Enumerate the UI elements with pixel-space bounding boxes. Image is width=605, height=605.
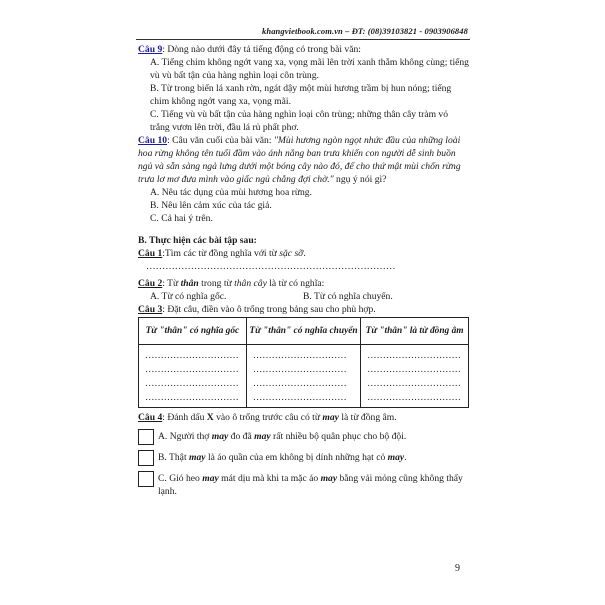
ex2-options [138,290,470,303]
text-run: . [404,452,407,463]
ex4-label: Câu 4 [138,412,163,423]
ex4-option-a [138,430,470,445]
section-b-title: B. Thực hiện các bài tập sau: [138,235,257,246]
q9-question [138,43,470,56]
text-run: mát dịu mà khi ta mặc áo [218,473,321,484]
q10-option-a: A. Nêu tác dụng của mùi hương hoa rừng. [150,187,313,198]
content [138,43,470,498]
q9-option-a: A. Tiếng chim không ngớt vang xa, vọng mãi lên trời xanh thẳm không cùng; tiếng vù vù bất tận của hàng nghìn loại côn trùng. [150,57,469,81]
dots-line: ………………………… [367,351,461,361]
text-run: là áo quần của em không bị dính những hạt cỏ [205,452,388,463]
q10-question [138,134,470,186]
word-may: may [320,473,338,484]
word-may: may [211,431,229,442]
ex4-text-1: : Đánh dấu [162,412,207,423]
ex1-text: :Tìm các từ đồng nghĩa với từ [162,248,280,259]
dots-line: ………………………… [252,393,347,403]
q9-label: Câu 9 [138,44,163,55]
ex1-question [138,247,470,260]
ex2-question [138,277,470,290]
checkbox-a[interactable] [138,429,154,445]
ex4-option-b [138,451,470,466]
ex4-option-a-text [158,430,470,443]
ex4-word: may [322,412,339,423]
dots-line: ………………………… [367,393,461,403]
ex2-text-2: trong từ [198,278,235,289]
q10-tail: ngụ ý nói gì? [333,174,387,185]
word-may: may [254,431,271,442]
dots-line: ………………………… [145,365,239,375]
ex4-option-c [138,472,470,498]
ex4-option-b-text [158,451,470,464]
ex3-table [138,317,469,408]
q9-option-c: C. Tiếng vù vù bất tận của hàng nghìn loại côn trùng; những thân cây tràm vỏ trắng vươn lên trời, đầu lá rủ phất phơ. [150,109,449,133]
q10-option-b: B. Nêu lên cảm xúc của tác giả. [150,200,272,211]
table-header-cell: Từ "thân" có nghĩa gốc [139,318,247,345]
ex2-text-3: là từ có nghĩa: [266,278,325,289]
text-run: đo đã [228,431,255,442]
q9-option-b: B. Từ trong biển lá xanh rờn, ngát dậy một mùi hương trầm bị hun nóng; tiếng chim không ngớt vang xa, vọng mãi. [150,83,452,107]
ex3-question [138,303,470,316]
dots-line: ………………………… [252,365,347,375]
ex2-word-than-cay: thân cây [234,278,267,289]
dots-line: ………………………… [252,379,347,389]
q10-lead: : Câu văn cuối của bài văn: [167,135,274,146]
page-number: 9 [455,563,460,574]
answer-cell[interactable] [139,345,247,408]
dots-line: ………………………… [145,379,239,389]
table-row [139,345,469,408]
page-header: khangvietbook.com.vn – ĐT: (08)39103821 - 0903906848 [262,26,468,36]
dots-line: ………………………… [367,365,461,375]
dots-line: ………………………… [145,351,239,361]
ex2-option-b: B. Từ có nghĩa chuyển. [303,291,393,302]
word-may: may [189,452,206,463]
checkbox-c[interactable] [138,471,154,487]
ex3-label: Câu 3 [138,304,163,315]
q10-option-c: C. Cả hai ý trên. [150,213,213,224]
ex2-option-a: A. Từ có nghĩa gốc. [150,291,227,302]
ex4-question [138,411,470,424]
dots-line: ………………………… [252,351,347,361]
ex1-label: Câu 1 [138,248,163,259]
ex4-option-c-text [158,472,470,498]
table-header-row [139,318,469,345]
q9-text: : Dòng nào dưới đây tả tiếng động có trong bài văn: [162,44,361,55]
word-may: may [202,473,219,484]
table-header-cell: Từ "thân" có nghĩa chuyển [246,318,360,345]
ex2-word-than: thân [180,278,199,289]
word-may: may [387,452,405,463]
ex1-word: sặc sỡ [279,248,304,259]
ex2-text-1: : Từ [162,278,181,289]
table-header-cell: Từ "thân" là từ đồng âm [361,318,469,345]
answer-cell[interactable] [246,345,360,408]
text-run: A. Người thợ [158,431,212,442]
ex1-answer-line[interactable]: …………………………………………………………………… [146,261,396,272]
header-rule [136,39,470,40]
ex4-text-3: là từ đồng âm. [338,412,397,423]
dots-line: ………………………… [145,393,239,403]
text-run: C. Gió heo [158,473,203,484]
ex4-x: X [206,412,214,423]
ex1-text-after: . [303,248,306,259]
ex4-text-2: vào ô trống trước câu có từ [213,412,323,423]
answer-cell[interactable] [361,345,469,408]
q10-label: Câu 10 [138,135,168,146]
text-run: bằng vải mỏng cũng không thấy lạnh. [158,473,463,497]
dots-line: ………………………… [367,379,461,389]
text-run: rất nhiều bộ quân phục cho bộ đội. [270,431,407,442]
ex2-label: Câu 2 [138,278,163,289]
ex3-text: : Đặt câu, điền vào ô trống trong bảng sau cho phù hợp. [162,304,376,315]
checkbox-b[interactable] [138,450,154,466]
q10-quote: "Mùi hương ngòn ngọt nhức đầu của những loài hoa rừng không tên tuổi đầm vào ánh nắng ban trưa khiến con người dễ sinh buồn ngủ và sẵn sàng ngả lưng dưới một bóng cây nào đó, để cho thứ mật mùi chốn rừng trưa lơ mơ đưa mình vào giấc ngủ chẳng đợi chờ." [138,135,461,185]
text-run: B. Thật [158,452,190,463]
